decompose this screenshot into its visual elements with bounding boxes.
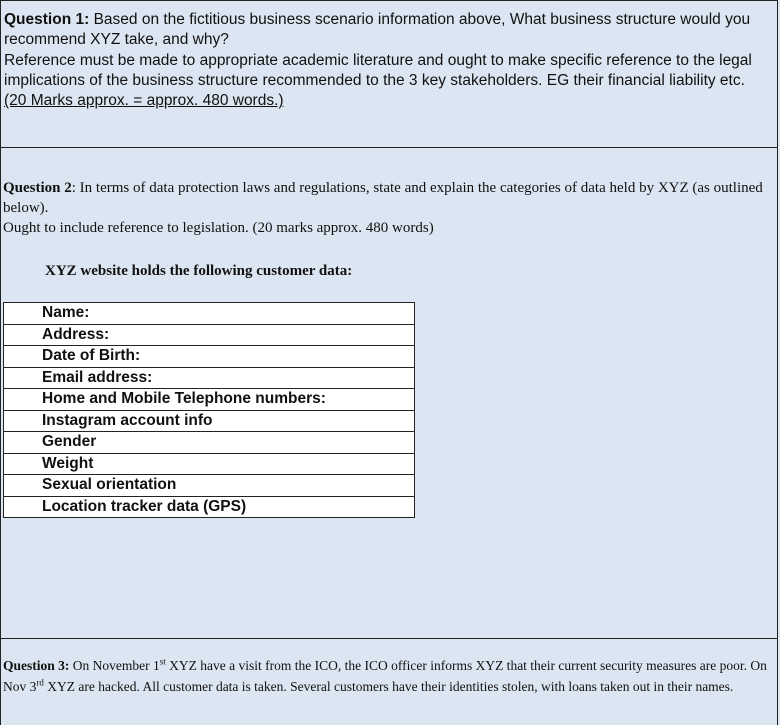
question-2-label: Question 2 [3,180,72,196]
table-row [4,475,415,497]
table-row [4,324,415,346]
question-2-text: : In terms of data protection laws and regulations, state and explain the categories of data held by XYZ (as outlined below). [3,180,763,216]
table-row [4,453,415,475]
question-1-label: Question 1: [4,11,90,28]
question-2-requirement: Ought to include reference to legislation. (20 marks approx. 480 words) [3,220,434,236]
question-3-sup-1: st [159,656,166,667]
question-1-requirement: Reference must be made to appropriate academic literature and ought to make specific reference to the legal implications of the business structure recommended to the 3 key stakeholders. EG their financial liability etc. [4,51,752,89]
question-3-sup-2: rd [36,677,44,687]
question-3-text-2: XYZ have a visit from the ICO, the ICO officer informs XYZ that their current security measures are poor. On Nov 3 [3,658,767,694]
question-3-block [1,638,777,725]
question-1-marks: (20 Marks approx. = approx. 480 words.) [4,92,284,110]
question-2-prompt [3,178,773,218]
data-item-sexual-orientation: Sexual orientation [4,475,415,497]
question-3-text-1: On November 1 [69,658,160,673]
table-row [4,367,415,389]
customer-data-heading: XYZ website holds the following customer data: [45,263,353,279]
table-row [4,303,415,325]
question-3-text-3: XYZ are hacked. All customer data is taken. Several customers have their identities stolen, with loans taken out in their names. [43,678,734,694]
table-row [4,389,415,411]
data-item-phone: Home and Mobile Telephone numbers: [4,389,415,411]
table-row [4,346,415,368]
question-3-label: Question 3: [3,658,70,673]
customer-data-table [3,302,415,518]
question-1-block [1,0,777,148]
data-item-gender: Gender [4,432,415,454]
table-row [4,410,415,432]
question-1-text: Based on the fictitious business scenario information above, What business structure would you recommend XYZ take, and why? [4,11,751,49]
question-1-prompt [4,10,773,51]
table-row [4,496,415,518]
question-2-block [1,178,777,238]
data-item-address: Address: [4,324,415,346]
table-row [4,432,415,454]
data-item-dob: Date of Birth: [4,346,415,368]
data-item-weight: Weight [4,453,415,475]
question-3-prompt [3,656,775,697]
data-item-name: Name: [4,303,415,325]
data-item-email: Email address: [4,367,415,389]
data-item-location: Location tracker data (GPS) [4,496,415,518]
data-item-instagram: Instagram account info [4,410,415,432]
